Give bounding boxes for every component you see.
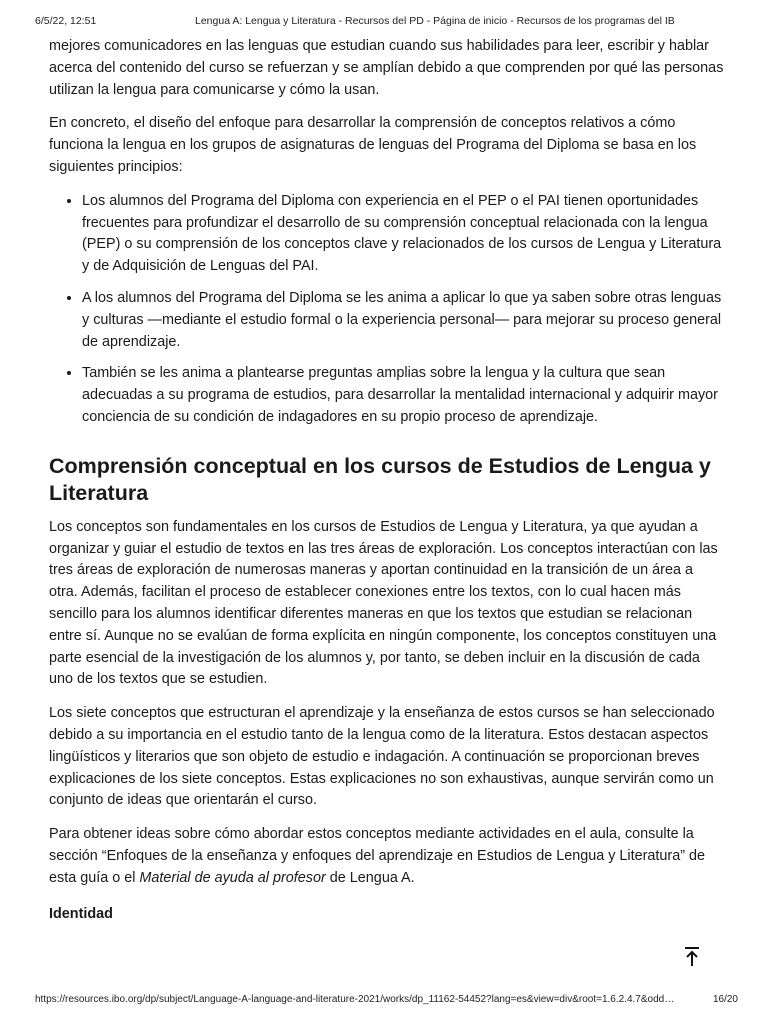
paragraph-ideas-start: Para obtener ideas sobre cómo abordar estos conceptos mediante actividades en el aula, consulte la sección “Enfoques de la enseñanza y enfoques del aprendizaje en Estudios de Lengua y Literatura” de esta guía o el (49, 826, 706, 886)
print-footer (35, 994, 738, 1010)
principles-list (49, 191, 725, 429)
list-item: • A los alumnos del Programa del Diploma se les anima a aplicar lo que ya saben sobre otras lenguas y culturas —mediante el estudio formal o la experiencia personal— para mejorar su proceso general de aprendizaje. (82, 288, 725, 353)
arrow-up-to-line-icon (682, 946, 702, 968)
list-item: • Los alumnos del Programa del Diploma con experiencia en el PEP o el PAI tienen oportunidades frecuentes para profundizar el desarrollo de su comprensión conceptual relacionada con la lengua (PEP) o su comprensión de los conceptos clave y relacionados de los cursos de Lengua y Literatura y de Adquisición de Lenguas del PAI. (82, 191, 725, 278)
print-header (35, 15, 738, 31)
paragraph-intro-end: mejores comunicadores en las lenguas que estudian cuando sus habilidades para leer, escribir y hablar acerca del contenido del curso se refuerzan y se amplían debido a que comprenden por qué las personas utilizan la lengua para comunicarse y cómo la usan. (49, 38, 724, 98)
print-title: Lengua A: Lengua y Literatura - Recursos del PD - Página de inicio - Recursos de los programas del IB (195, 15, 675, 27)
paragraph-concepts: Los conceptos son fundamentales en los cursos de Estudios de Lengua y Literatura, ya que ayudan a organizar y guiar el estudio de textos en las tres áreas de exploración. Los conceptos interactúan con las tres áreas de exploración de numerosas maneras y aportan continuidad en la transición de un área a otra. Además, facilitan el proceso de establecer conexiones entre los textos, con lo cual hacen más sencillo para los alumnos identificar diferentes maneras en que los textos que estudian se relacionan entre sí. Aunque no se evalúan de forma explícita en ningún componente, los conceptos constituyen una parte esencial de la investigación de los alumnos y, por tanto, se deben incluir en la discusión de cada uno de los textos que se estudien. (49, 518, 718, 688)
subheading-identidad: Identidad (49, 905, 113, 922)
main-content (49, 36, 725, 925)
paragraph-ideas-end: de Lengua A. (325, 869, 415, 886)
page-counter: 16/20 (712, 994, 738, 1005)
teacher-support-material-link: Material de ayuda al profesor (139, 869, 326, 886)
paragraph-principles: En concreto, el diseño del enfoque para desarrollar la comprensión de conceptos relativos a cómo funciona la lengua en los grupos de asignaturas de lenguas del Programa del Diploma se basa en los siguientes principios: (49, 115, 697, 175)
print-date: 6/5/22, 12:51 (35, 15, 97, 27)
paragraph-seven-concepts: Los siete conceptos que estructuran el aprendizaje y la enseñanza de estos cursos se han seleccionado debido a su importancia en el estudio tanto de la lengua como de la literatura. Estos destacan aspectos lingüísticos y literarios que son objeto de estudio e indagación. A continuación se proporcionan breves explicaciones de los siete conceptos. Estas explicaciones no son exhaustivas, aunque servirán como un conjunto de ideas que orientarán el curso. (49, 705, 715, 809)
list-item: • También se les anima a plantearse preguntas amplias sobre la lengua y la cultura que sean adecuadas a su programa de estudios, para desarrollar la mentalidad internacional y adquirir mayor conciencia de su condición de indagadores en su propio proceso de aprendizaje. (82, 363, 725, 428)
page-url: https://resources.ibo.org/dp/subject/Language-A-language-and-literature-2021/works/dp_11162-54452?lang=es&view=div&root=1.6.2.4.7&odd… (35, 994, 675, 1005)
paragraph-ideas (49, 824, 725, 889)
section-heading: Comprensión conceptual en los cursos de Estudios de Lengua y Literatura (49, 453, 711, 505)
back-to-top-button[interactable] (682, 946, 702, 968)
